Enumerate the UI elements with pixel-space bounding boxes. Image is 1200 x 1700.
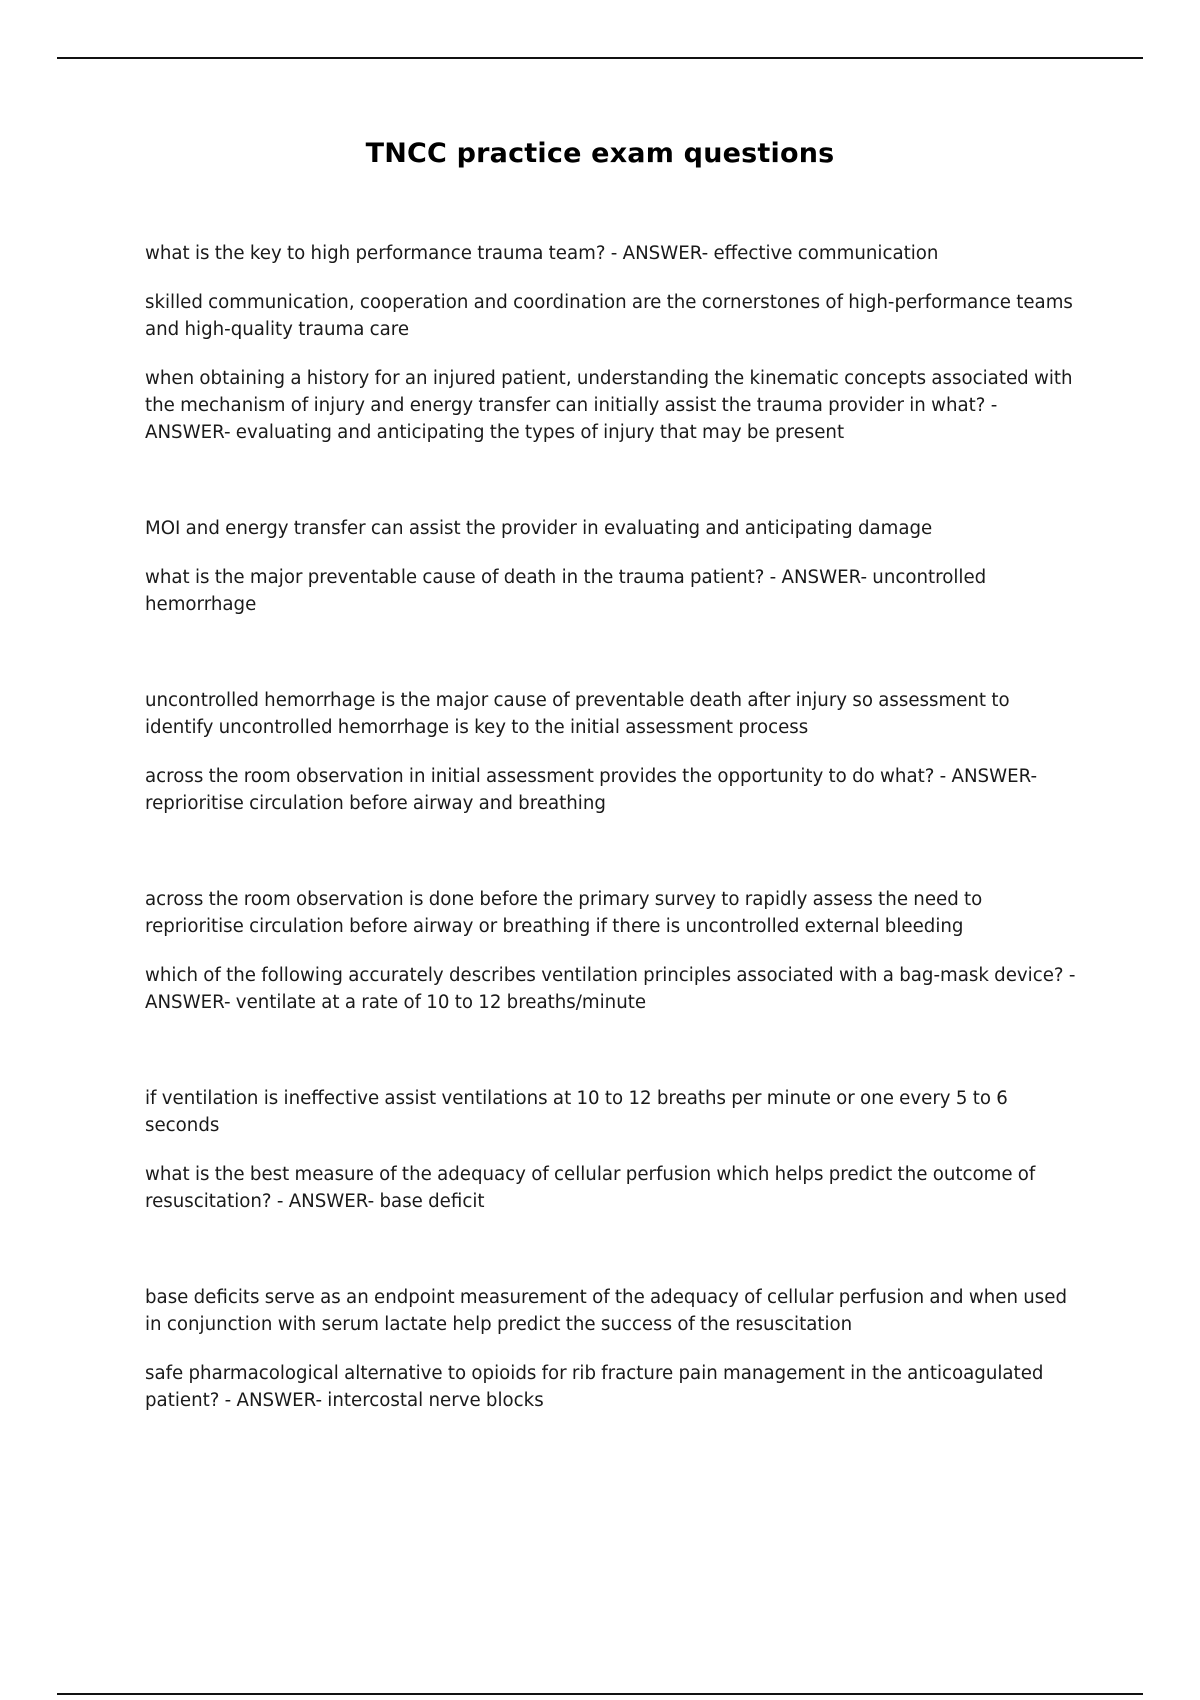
question-7: safe pharmacological alternative to opioids for rib fracture pain management in the anticoagulated patient? - ANSWER- intercostal nerve blocks [145, 1363, 1044, 1411]
question-1: what is the key to high performance trauma team? - ANSWER- effective communication [145, 243, 939, 264]
question-4: across the room observation in initial assessment provides the opportunity to do what? - ANSWER- reprioritise circulation before airway and breathing [145, 766, 1038, 814]
bottom-divider [57, 1693, 1143, 1695]
explanation-6: base deficits serve as an endpoint measurement of the adequacy of cellular perfusion and when used in conjunction with serum lactate help predict the success of the resuscitation [145, 1287, 1068, 1335]
explanation-1: skilled communication, cooperation and coordination are the cornerstones of high-performance teams and high-quality trauma care [145, 292, 1073, 340]
explanation-3: uncontrolled hemorrhage is the major cause of preventable death after injury so assessment to identify uncontrolled hemorrhage is key to the initial assessment process [145, 690, 1010, 738]
question-3: what is the major preventable cause of death in the trauma patient? - ANSWER- uncontrolled hemorrhage [145, 567, 987, 615]
question-6: what is the best measure of the adequacy of cellular perfusion which helps predict the outcome of resuscitation? - ANSWER- base deficit [145, 1164, 1036, 1212]
explanation-2: MOI and energy transfer can assist the provider in evaluating and anticipating damage [145, 518, 933, 539]
top-divider [57, 57, 1143, 59]
question-2: when obtaining a history for an injured patient, understanding the kinematic concepts associated with the mechanism of injury and energy transfer can initially assist the trauma provider in what? - ANSWER- evaluating and anticipating the types of injury that may be present [145, 368, 1073, 443]
question-5: which of the following accurately describes ventilation principles associated with a bag-mask device? - ANSWER- ventilate at a rate of 10 to 12 breaths/minute [145, 965, 1076, 1013]
explanation-4: across the room observation is done before the primary survey to rapidly assess the need to reprioritise circulation before airway or breathing if there is uncontrolled external bleeding [145, 889, 983, 937]
document-body [145, 240, 1080, 1414]
document-title: TNCC practice exam questions [365, 138, 835, 169]
explanation-5: if ventilation is ineffective assist ventilations at 10 to 12 breaths per minute or one every 5 to 6 seconds [145, 1088, 1008, 1136]
